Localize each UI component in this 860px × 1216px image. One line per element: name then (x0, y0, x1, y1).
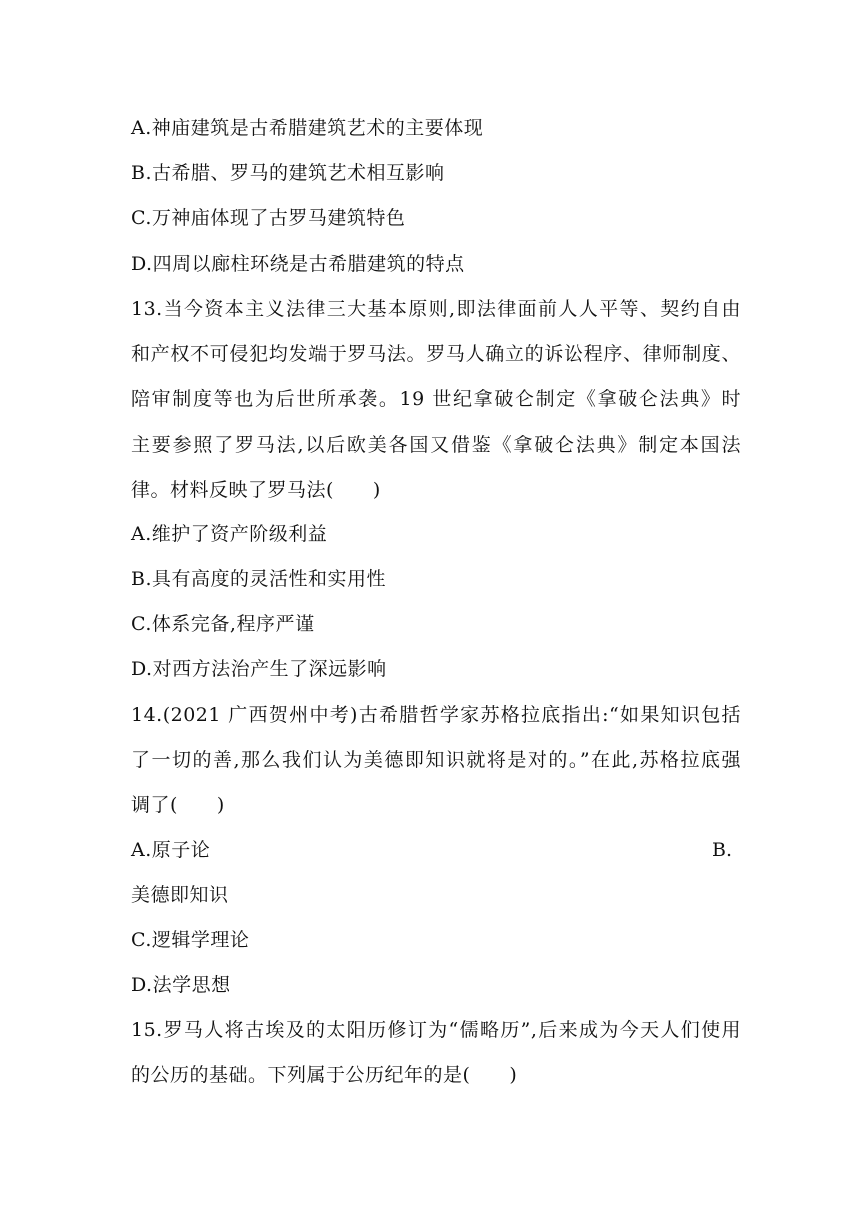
q12-option-c: C.万神庙体现了古罗马建筑特色 (131, 207, 406, 229)
q13-stem-line-3: 陪审制度等也为后世所承袭。19 世纪拿破仑制定《拿破仑法典》时 (131, 388, 741, 410)
q12-option-d: D.四周以廊柱环绕是古希腊建筑的特点 (131, 253, 465, 275)
q12-option-b: B.古希腊、罗马的建筑艺术相互影响 (131, 162, 445, 184)
q13-option-d: D.对西方法治产生了深远影响 (131, 658, 387, 680)
q13-option-a: A.维护了资产阶级利益 (131, 523, 328, 545)
q14-option-c: C.逻辑学理论 (131, 929, 250, 951)
q13-stem-line-2: 和产权不可侵犯均发端于罗马法。罗马人确立的诉讼程序、律师制度、 (131, 343, 741, 365)
q13-option-c: C.体系完备,程序严谨 (131, 613, 315, 635)
q14-option-b-text: 美德即知识 (131, 884, 229, 906)
q13-stem-line-1: 13.当今资本主义法律三大基本原则,即法律面前人人平等、契约自由 (131, 298, 741, 320)
q13-option-b: B.具有高度的灵活性和实用性 (131, 568, 387, 590)
q13-stem-line-5: 律。材料反映了罗马法( ) (131, 479, 381, 501)
q14-option-d: D.法学思想 (131, 974, 231, 996)
q14-stem-line-1: 14.(2021 广西贺州中考)古希腊哲学家苏格拉底指出:“如果知识包括 (131, 704, 741, 726)
q14-option-b-label: B. (712, 839, 733, 861)
q14-stem-line-2: 了一切的善,那么我们认为美德即知识就将是对的。”在此,苏格拉底强 (131, 749, 741, 771)
q13-stem-line-4: 主要参照了罗马法,以后欧美各国又借鉴《拿破仑法典》制定本国法 (131, 434, 741, 456)
q15-stem-line-1: 15.罗马人将古埃及的太阳历修订为“儒略历”,后来成为今天人们使用 (131, 1019, 741, 1041)
q14-stem-line-3: 调了( ) (131, 794, 225, 816)
q15-stem-line-2: 的公历的基础。下列属于公历纪年的是( ) (131, 1064, 518, 1086)
q14-option-a: A.原子论 (131, 839, 211, 861)
q12-option-a: A.神庙建筑是古希腊建筑艺术的主要体现 (131, 117, 484, 139)
